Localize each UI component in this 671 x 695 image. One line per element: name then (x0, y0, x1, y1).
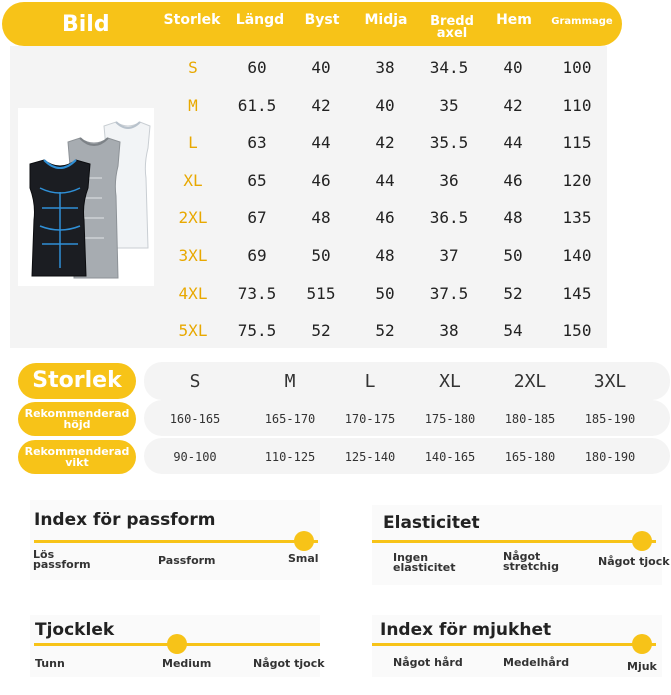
fit-index-track (34, 540, 318, 543)
rec-height: 160-165 (169, 412, 221, 426)
elasticity-label-stretch-line1: Något (503, 550, 541, 563)
size-cell: 5XL (178, 321, 208, 341)
weight-label-line2: vikt (65, 456, 89, 469)
softness-knob (632, 634, 652, 654)
weight-label (18, 440, 136, 474)
fit-label-loose-line1: Lös (33, 548, 55, 561)
measure-cell: 37 (439, 246, 459, 265)
rec-size: L (364, 371, 376, 392)
fit-index-title: Index för passform (34, 510, 216, 530)
size-cell: XL (183, 170, 203, 190)
measure-cell: 150 (562, 321, 592, 341)
measure-cell: 50 (375, 283, 395, 303)
product-photo (18, 108, 154, 286)
measure-cell: 38 (439, 321, 459, 341)
rec-height: 170-175 (344, 412, 396, 426)
rec-size: 2XL (513, 371, 547, 392)
elasticity-label-stretch-line2: stretchig (503, 560, 559, 573)
fit-index-knob (294, 531, 314, 551)
measure-cell: 75.5 (237, 321, 277, 341)
fit-label-loose (33, 550, 91, 570)
measure-cell: 36.5 (429, 208, 469, 228)
measure-cell: 36 (439, 170, 459, 190)
rec-size: S (189, 371, 201, 392)
measure-cell: 140 (562, 246, 592, 265)
rec-weight: 180-190 (584, 450, 636, 464)
measure-cell: 48 (375, 246, 395, 265)
measure-cell: 40 (375, 95, 395, 115)
rec-height: 165-170 (264, 412, 316, 426)
rec-size: XL (439, 371, 461, 392)
softness-label-medium: Medelhård (503, 656, 570, 669)
measure-cell: 46 (375, 208, 395, 228)
rec-height: 175-180 (424, 412, 476, 426)
measure-cell: 42 (503, 95, 523, 115)
size-cell: 2XL (178, 208, 208, 228)
rec-weight: 165-180 (504, 450, 556, 464)
rec-size: 3XL (593, 371, 627, 392)
thickness-label-thin: Tunn (35, 657, 65, 670)
measure-cell: 46 (311, 170, 331, 190)
height-label (18, 402, 136, 436)
fit-label-regular: Passform (158, 554, 216, 567)
measure-cell: 52 (375, 321, 395, 341)
rec-size: M (284, 371, 296, 392)
measure-cell: 120 (562, 170, 592, 190)
size-cell: L (188, 133, 198, 153)
size-chart-header (2, 2, 622, 46)
storlek-label: Storlek (18, 363, 136, 399)
elasticity-knob (632, 531, 652, 551)
softness-label-hard: Något hård (393, 656, 463, 669)
rec-height: 185-190 (584, 412, 636, 426)
measure-cell: 34.5 (429, 58, 469, 77)
col-grammage: Grammage (551, 16, 613, 27)
measure-cell: 60 (247, 58, 267, 77)
measure-cell: 67 (247, 208, 267, 228)
measure-cell: 44 (503, 133, 523, 153)
measure-cell: 65 (247, 170, 267, 190)
col-shoulder-line1: Bredd (430, 14, 474, 29)
measure-cell: 35.5 (429, 133, 469, 153)
measure-cell: 42 (311, 95, 331, 115)
rec-weight: 90-100 (173, 450, 217, 464)
measure-cell: 52 (311, 321, 331, 341)
fit-label-loose-line2: passform (33, 558, 91, 571)
size-cell: S (188, 58, 198, 77)
measure-cell: 50 (311, 246, 331, 265)
measure-cell: 52 (503, 283, 523, 303)
elasticity-title: Elasticitet (383, 513, 480, 533)
measure-cell: 48 (311, 208, 331, 228)
measure-cell: 40 (311, 58, 331, 77)
softness-track (372, 643, 656, 646)
elasticity-label-high: Något tjock (598, 555, 670, 568)
rec-weight: 140-165 (424, 450, 476, 464)
measure-cell: 63 (247, 133, 267, 153)
col-hem: Hem (496, 12, 532, 28)
measure-cell: 35 (439, 95, 459, 115)
col-waist: Midja (364, 12, 408, 28)
softness-title: Index för mjukhet (380, 620, 552, 640)
thickness-title: Tjocklek (35, 620, 115, 640)
measure-cell: 135 (562, 208, 592, 228)
measure-cell: 40 (503, 58, 523, 77)
fit-label-slim: Smal (288, 552, 319, 565)
measure-cell: 37.5 (429, 283, 469, 303)
elasticity-label-none-line2: elasticitet (393, 561, 456, 574)
elasticity-label-none (393, 553, 456, 573)
elasticity-label-stretch (503, 552, 559, 572)
size-cell: 3XL (178, 246, 208, 265)
vest-illustration (18, 108, 154, 286)
size-cell: M (188, 95, 198, 115)
measure-cell: 46 (503, 170, 523, 190)
rec-weight: 125-140 (344, 450, 396, 464)
height-label-line1: Rekommenderad (24, 407, 130, 420)
photo-column-label: Bild (62, 12, 110, 37)
elasticity-label-none-line1: Ingen (393, 551, 429, 564)
softness-label-soft: Mjuk (627, 660, 657, 673)
measure-cell: 100 (562, 58, 592, 77)
col-bust: Byst (304, 12, 340, 28)
col-size: Storlek (163, 12, 221, 28)
col-length: Längd (235, 12, 285, 28)
measure-cell: 48 (503, 208, 523, 228)
measure-cell: 115 (562, 133, 592, 153)
measure-cell: 61.5 (237, 95, 277, 115)
measure-cell: 44 (311, 133, 331, 153)
measure-cell: 69 (247, 246, 267, 265)
measure-cell: 44 (375, 170, 395, 190)
weight-label-line1: Rekommenderad (24, 445, 130, 458)
height-label-line2: höjd (63, 418, 91, 431)
measure-cell: 73.5 (237, 283, 277, 303)
rec-weight: 110-125 (264, 450, 316, 464)
size-cell: 4XL (178, 283, 208, 303)
measure-cell: 145 (562, 283, 592, 303)
measure-cell: 38 (375, 58, 395, 77)
measure-cell: 42 (375, 133, 395, 153)
measure-cell: 54 (503, 321, 523, 341)
thickness-label-medium: Medium (162, 657, 212, 670)
measure-cell: 515 (306, 283, 336, 303)
thickness-label-thick: Något tjock (253, 657, 325, 670)
col-shoulder (422, 16, 482, 40)
measure-cell: 110 (562, 95, 592, 115)
col-shoulder-line2: axel (436, 26, 468, 41)
measure-cell: 50 (503, 246, 523, 265)
elasticity-track (372, 540, 656, 543)
thickness-knob (167, 634, 187, 654)
rec-height: 180-185 (504, 412, 556, 426)
